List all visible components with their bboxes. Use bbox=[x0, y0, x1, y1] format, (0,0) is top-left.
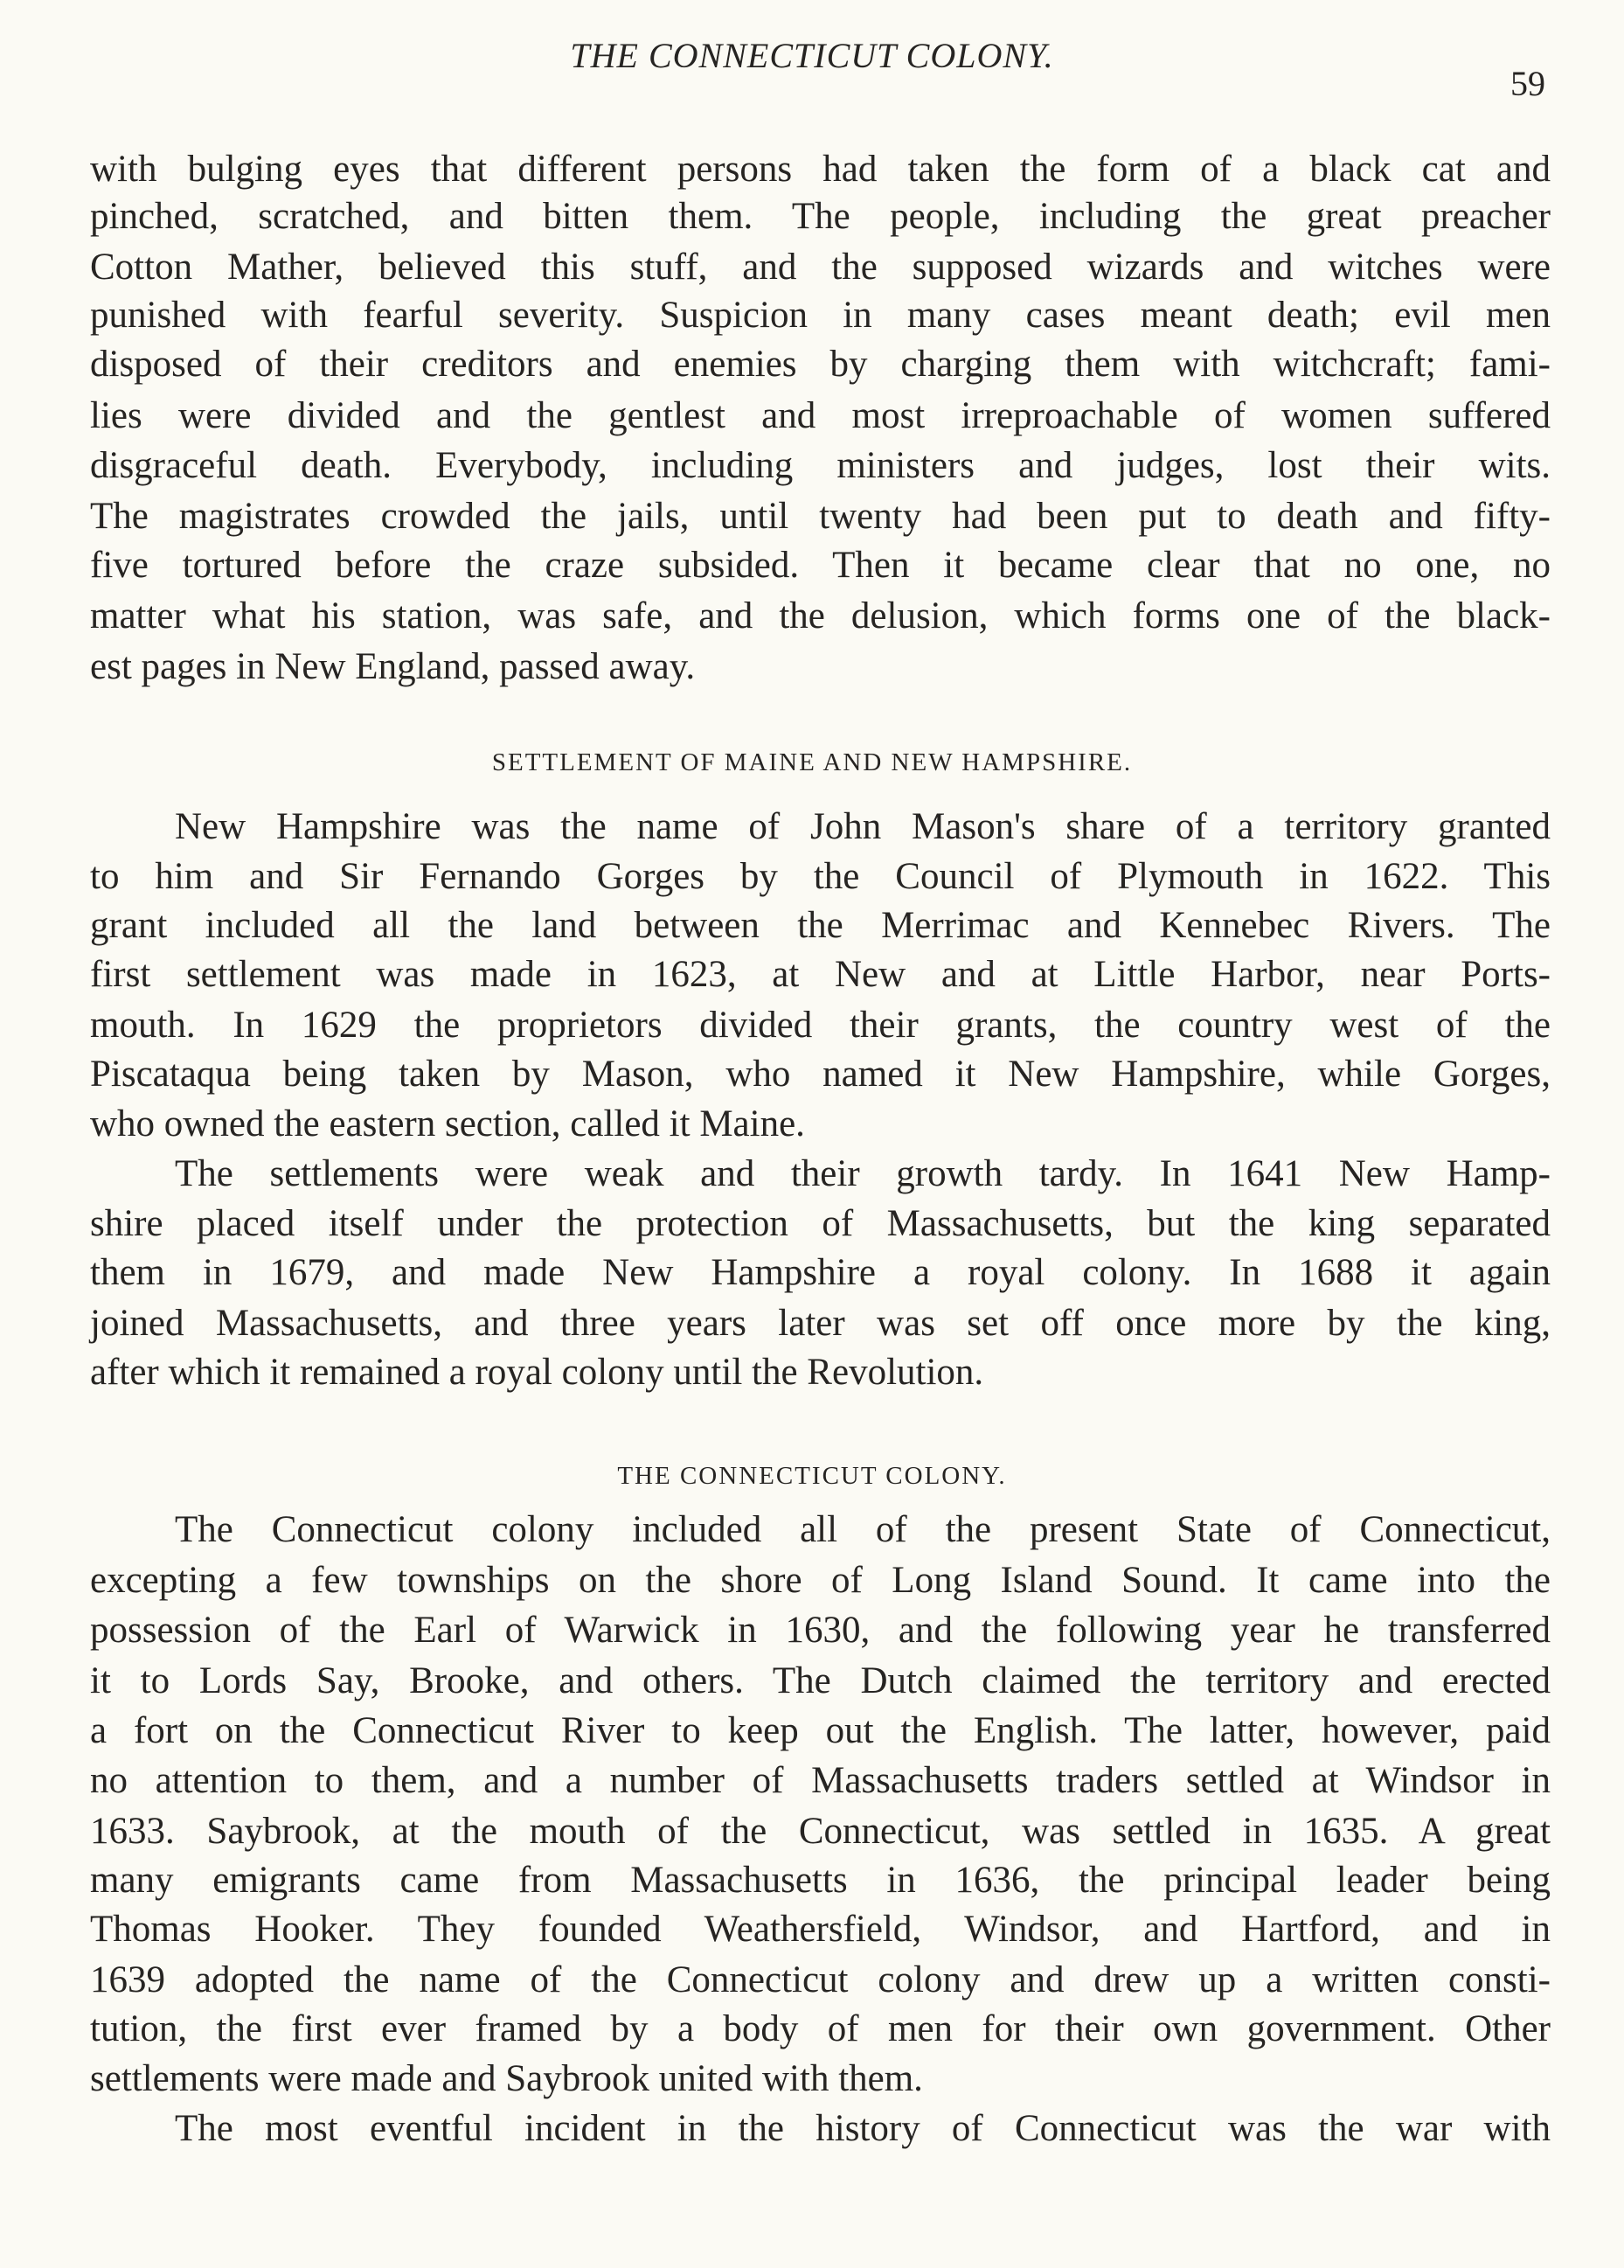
text-line: matter what his station, was safe, and the delusion, which forms one of the black- bbox=[90, 595, 1551, 637]
text-line: est pages in New England, passed away. bbox=[90, 646, 696, 687]
text-line: no attention to them, and a number of Massachusetts traders settled at Windsor in bbox=[90, 1760, 1551, 1801]
text-line: Cotton Mather, believed this stuff, and the supposed wizards and witches were bbox=[90, 247, 1551, 288]
text-line: it to Lords Say, Brooke, and others. The Dutch claimed the territory and erected bbox=[90, 1660, 1551, 1701]
text-line: The most eventful incident in the history of Connecticut was the war with bbox=[175, 2108, 1551, 2149]
text-line: grant included all the land between the Merrimac and Kennebec Rivers. The bbox=[90, 905, 1551, 946]
text-line: The Connecticut colony included all of the present State of Connecticut, bbox=[175, 1509, 1551, 1550]
text-line: them in 1679, and made New Hampshire a royal colony. In 1688 it again bbox=[90, 1252, 1551, 1293]
text-line: The settlements were weak and their growth tardy. In 1641 New Hamp- bbox=[175, 1153, 1551, 1194]
text-line: 1639 adopted the name of the Connecticut colony and drew up a written consti- bbox=[90, 1959, 1551, 2000]
text-line: New Hampshire was the name of John Mason's share of a territory granted bbox=[175, 806, 1551, 847]
text-line: a fort on the Connecticut River to keep out the English. The latter, however, paid bbox=[90, 1710, 1551, 1751]
running-head: THE CONNECTICUT COLONY. bbox=[570, 36, 1054, 75]
text-line: who owned the eastern section, called it Maine. bbox=[90, 1103, 805, 1144]
text-line: settlements were made and Saybrook united with them. bbox=[90, 2058, 923, 2099]
text-line: shire placed itself under the protection of Massachusetts, but the king separated bbox=[90, 1203, 1551, 1244]
text-line: pinched, scratched, and bitten them. The people, including the great preacher bbox=[90, 196, 1551, 237]
text-line: punished with fearful severity. Suspicion in many cases meant death; evil men bbox=[90, 295, 1551, 336]
text-line: excepting a few townships on the shore of Long Island Sound. It came into the bbox=[90, 1560, 1551, 1601]
text-line: with bulging eyes that different persons had taken the form of a black cat and bbox=[90, 149, 1551, 190]
text-line: disposed of their creditors and enemies by charging them with witchcraft; fami- bbox=[90, 344, 1551, 385]
text-line: tution, the first ever framed by a body of men for their own government. Other bbox=[90, 2008, 1551, 2049]
text-line: Thomas Hooker. They founded Weathersfield, Windsor, and Hartford, and in bbox=[90, 1909, 1551, 1950]
text-line: Piscataqua being taken by Mason, who named it New Hampshire, while Gorges, bbox=[90, 1054, 1551, 1095]
text-line: 1633. Saybrook, at the mouth of the Connecticut, was settled in 1635. A great bbox=[90, 1811, 1551, 1852]
section-heading: THE CONNECTICUT COLONY. bbox=[617, 1462, 1007, 1490]
text-line: joined Massachusetts, and three years later was set off once more by the king, bbox=[90, 1303, 1551, 1344]
page-number: 59 bbox=[1510, 64, 1545, 103]
text-line: mouth. In 1629 the proprietors divided their grants, the country west of the bbox=[90, 1005, 1551, 1046]
text-line: lies were divided and the gentlest and most irreproachable of women suffered bbox=[90, 395, 1551, 436]
text-line: first settlement was made in 1623, at New and at Little Harbor, near Ports- bbox=[90, 954, 1551, 995]
text-line: after which it remained a royal colony until the Revolution. bbox=[90, 1352, 984, 1393]
text-line: disgraceful death. Everybody, including ministers and judges, lost their wits. bbox=[90, 445, 1551, 486]
text-line: five tortured before the craze subsided. Then it became clear that no one, no bbox=[90, 545, 1551, 586]
text-line: possession of the Earl of Warwick in 1630, and the following year he transferred bbox=[90, 1610, 1551, 1651]
section-heading: SETTLEMENT OF MAINE AND NEW HAMPSHIRE. bbox=[491, 748, 1133, 776]
text-line: The magistrates crowded the jails, until twenty had been put to death and fifty- bbox=[90, 496, 1551, 537]
text-line: many emigrants came from Massachusetts in 1636, the principal leader being bbox=[90, 1860, 1551, 1901]
text-line: to him and Sir Fernando Gorges by the Council of Plymouth in 1622. This bbox=[90, 856, 1551, 897]
